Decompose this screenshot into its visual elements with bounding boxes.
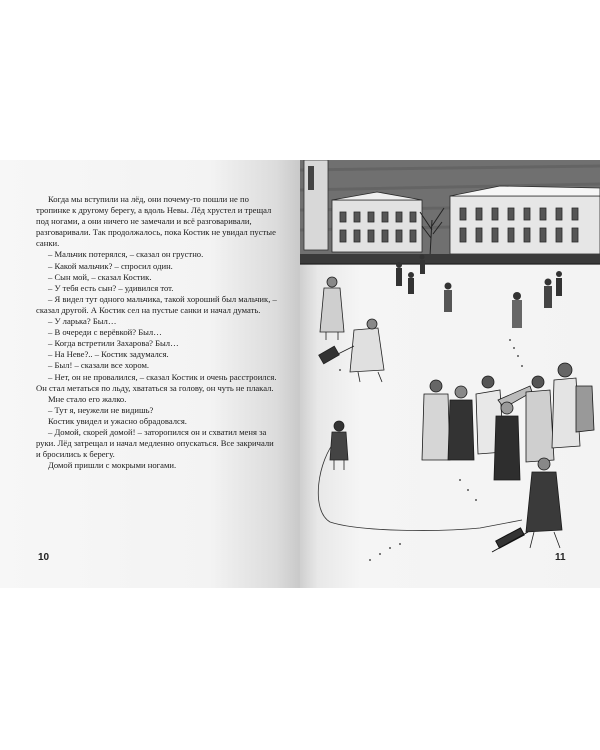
page-number-right: 11 — [555, 552, 566, 563]
story-text — [36, 194, 280, 471]
paragraph: – Был! – сказали все хором. — [48, 360, 150, 371]
paragraph: – Когда встретили Захарова? Был… — [48, 338, 179, 349]
paragraph: Домой пришли с мокрыми ногами. — [48, 460, 177, 471]
figure-woman — [320, 277, 344, 340]
paragraph: – Нет, он не провалился, – сказал Костик и очень расстроился. Он стал метаться по льду, хвататься за голову, он чуть не плакал. — [36, 371, 277, 393]
building-left — [304, 160, 328, 250]
building-center — [332, 192, 422, 252]
paragraph: – Какой мальчик? – спросил один. — [48, 260, 173, 271]
paragraph: – Сын мой, – сказал Костик. — [48, 271, 152, 282]
figures-distant — [396, 255, 562, 329]
book-spread — [0, 160, 600, 588]
paragraph: – У ларька? Был… — [48, 316, 117, 327]
paragraph: – У тебя есть сын? – удивился тот. — [48, 282, 174, 293]
figure-group — [422, 363, 594, 480]
page-number-left: 10 — [38, 552, 50, 563]
building-right — [450, 186, 600, 254]
paragraph: – В очереди с верёвкой? Был… — [48, 327, 162, 338]
rope — [318, 440, 522, 530]
figure-man — [526, 458, 562, 548]
paragraph: – Домой, скорей домой! – заторопился он и схватил меня за руки. Лёд затрещал и начал медленно опускаться. Все закричали и бросились к берегу. — [36, 426, 274, 460]
paragraph: – Мальчик потерялся, – сказал он грустно. — [48, 249, 204, 260]
paragraph: Мне стало его жалко. — [48, 393, 127, 404]
paragraph: – Тут я, неужели не видишь? — [48, 404, 154, 415]
figure-child — [330, 421, 348, 470]
paragraph: Костик увидел и ужасно обрадовался. — [48, 415, 187, 426]
embankment — [300, 254, 600, 264]
sled — [492, 528, 528, 552]
paragraph: – На Неве?.. – Костик задумался. — [48, 349, 169, 360]
paragraph: – Я видел тут одного мальчика, такой хороший был мальчик, – сказал другой. А Костик сел на пустые санки и начал думать. — [36, 293, 277, 315]
left-page — [0, 160, 300, 588]
paragraph: Когда мы вступили на лёд, они почему-то пошли не по тропинке к другому берегу, а вдоль Невы. Лёд хрустел и трещал под ногами, а они ничего не замечали и всё разговаривали, разговаривали. Так продолжалось, пока Костик не увидал пустые санки. — [36, 194, 276, 249]
illustration — [300, 160, 600, 588]
